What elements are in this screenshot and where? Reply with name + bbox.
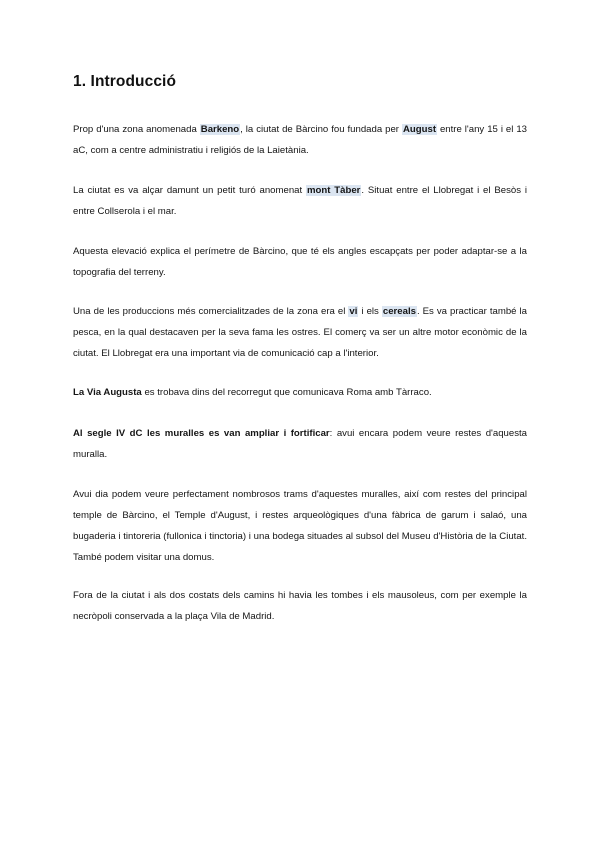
bold-term-via-augusta: La Via Augusta (73, 387, 142, 398)
text-run: Una de les produccions més comercialitzades de la zona era el (73, 306, 349, 317)
highlighted-term-august: August (402, 124, 437, 135)
bold-phrase-walls: Al segle IV dC les muralles es van ampliar i fortificar (73, 428, 330, 439)
paragraph-production (73, 301, 527, 364)
paragraph-via-augusta (73, 382, 527, 403)
text-run: . Es va practicar també la pesca, en la qual destacaven per la seva fama les ostres. El comerç va ser un altre motor econòmic de la ciutat. El Llobregat era una important via de comunicació cap a l'interior. (73, 306, 527, 359)
text-run: Avui dia podem veure perfectament nombrosos trams d'aquestes muralles, així com restes del principal temple de Bàrcino, el Temple d'August, i restes arqueològiques d'una fàbrica de garum i salaó, una bugaderia i tintoreria (fullonica i tinctoria) i una bodega situades al subsol del Museu d'Història de la Ciutat. També podem visitar una domus. (73, 489, 527, 563)
highlighted-term-mont-taber: mont Tàber (306, 185, 361, 196)
paragraph-founding (73, 119, 527, 161)
paragraph-walls (73, 423, 527, 465)
paragraph-mont-taber (73, 180, 527, 222)
text-run: Fora de la ciutat i als dos costats dels camins hi havia les tombes i els mausoleus, com per exemple la necròpoli conservada a la plaça Vila de Madrid. (73, 590, 527, 622)
highlighted-term-barkeno: Barkeno (200, 124, 240, 135)
text-run: Prop d'una zona anomenada (73, 124, 200, 135)
text-run: La ciutat es va alçar damunt un petit turó anomenat (73, 185, 306, 196)
highlighted-term-cereals: cereals (382, 306, 416, 317)
text-run: , la ciutat de Bàrcino fou fundada per (240, 124, 402, 135)
highlighted-term-vi: vi (349, 306, 358, 317)
text-run: Aquesta elevació explica el perímetre de Bàrcino, que té els angles escapçats per poder adaptar-se a la topografia del terreny. (73, 246, 527, 278)
paragraph-tombs (73, 585, 527, 627)
section-heading: 1. Introducció (73, 73, 177, 90)
paragraph-remains (73, 484, 527, 568)
text-run: : avui encara podem veure restes d'aquesta muralla. (73, 428, 527, 460)
text-run: es trobava dins del recorregut que comunicava Roma amb Tàrraco. (141, 387, 432, 398)
text-run: i els (358, 306, 382, 317)
paragraph-perimeter (73, 241, 527, 283)
text-run: entre l'any 15 i el 13 aC, com a centre administratiu i religiós de la Laietània. (73, 124, 528, 156)
text-run: . Situat entre el Llobregat i el Besòs i entre Collserola i el mar. (73, 185, 527, 217)
